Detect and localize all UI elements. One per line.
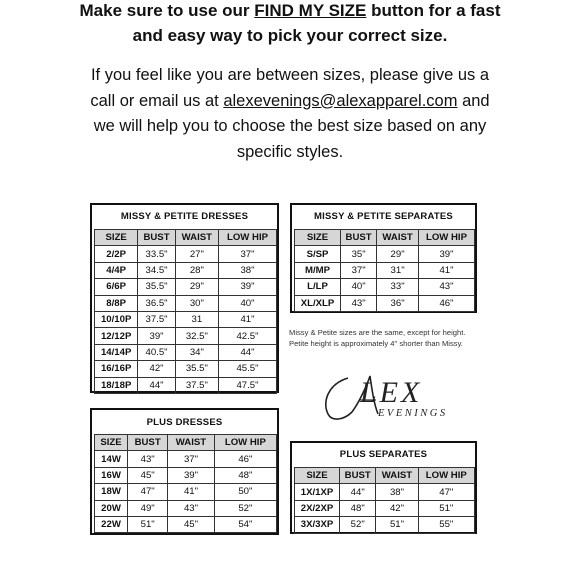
para-line-2 <box>0 89 580 115</box>
size-cell: 3X/3XP <box>295 517 340 533</box>
table-title: MISSY & PETITE DRESSES <box>120 211 249 222</box>
measurement-cell: 52" <box>340 517 376 533</box>
measurement-cell: 38" <box>376 484 418 500</box>
table-title: PLUS SEPARATES <box>339 449 428 460</box>
measurement-cell: 51" <box>376 517 418 533</box>
column-header: SIZE <box>295 230 341 246</box>
measurement-cell: 49" <box>128 500 168 516</box>
measurement-cell: 39" <box>219 279 277 295</box>
logo-word: LEX <box>360 376 423 409</box>
email-link[interactable]: alexevenings@alexapparel.com <box>223 91 458 110</box>
column-header: SIZE <box>295 468 340 484</box>
table-row <box>295 279 475 295</box>
measurement-cell: 51" <box>418 500 474 516</box>
measurement-cell: 41" <box>168 484 214 500</box>
intro-line1-post: button for a fast <box>366 1 501 20</box>
measurement-cell: 33.5" <box>138 246 175 262</box>
column-header: LOW HIP <box>418 230 474 246</box>
size-cell: 14W <box>95 451 128 467</box>
header-row <box>95 435 277 451</box>
measurement-cell: 34" <box>175 344 218 360</box>
measurement-cell: 52" <box>214 500 276 516</box>
measurement-cell: 48" <box>214 467 276 483</box>
table-row <box>95 516 277 532</box>
measurement-cell: 31" <box>377 262 419 278</box>
measurement-cell: 46" <box>418 295 474 311</box>
para-line-1: If you feel like you are between sizes, please give us a <box>90 66 490 84</box>
measurement-cell: 35" <box>341 246 377 262</box>
header-row <box>295 230 475 246</box>
column-header: SIZE <box>95 230 138 246</box>
petite-note <box>289 327 465 349</box>
size-cell: 10/10P <box>95 311 138 327</box>
size-grid <box>294 467 475 534</box>
note-line-1: Missy & Petite sizes are the same, except for height. <box>289 328 466 337</box>
size-cell: 12/12P <box>95 328 138 344</box>
size-cell: 14/14P <box>95 344 138 360</box>
measurement-cell: 39" <box>418 246 474 262</box>
measurement-cell: 45" <box>128 467 168 483</box>
column-header: BUST <box>340 468 376 484</box>
measurement-cell: 54" <box>214 516 276 532</box>
measurement-cell: 33" <box>377 279 419 295</box>
missy-petite-separates-table <box>290 203 477 313</box>
para-line-4: specific styles. <box>236 142 344 161</box>
size-grid <box>94 229 277 394</box>
table-row <box>95 328 277 344</box>
size-cell: S/SP <box>295 246 341 262</box>
measurement-cell: 43" <box>168 500 214 516</box>
table-row <box>295 295 475 311</box>
column-header: SIZE <box>95 435 128 451</box>
measurement-cell: 50" <box>214 484 276 500</box>
measurement-cell: 39" <box>168 467 214 483</box>
para-line2-pre: call or email us at <box>90 91 224 110</box>
table-row <box>295 517 475 533</box>
column-header: WAIST <box>376 468 418 484</box>
size-cell: 2X/2XP <box>295 500 340 516</box>
measurement-cell: 48" <box>340 500 376 516</box>
measurement-cell: 55" <box>418 517 474 533</box>
measurement-cell: 41" <box>418 262 474 278</box>
measurement-cell: 44" <box>138 377 175 393</box>
size-cell: XL/XLP <box>295 295 341 311</box>
size-cell: 20W <box>95 500 128 516</box>
size-cell: 4/4P <box>95 262 138 278</box>
measurement-cell: 43" <box>418 279 474 295</box>
plus-dresses-table <box>90 408 279 535</box>
measurement-cell: 29" <box>377 246 419 262</box>
measurement-cell: 47" <box>418 484 474 500</box>
measurement-cell: 35.5" <box>138 279 175 295</box>
table-row <box>95 467 277 483</box>
measurement-cell: 44" <box>340 484 376 500</box>
measurement-cell: 31 <box>175 311 218 327</box>
size-cell: 8/8P <box>95 295 138 311</box>
header-row <box>95 230 277 246</box>
measurement-cell: 30" <box>175 295 218 311</box>
header-row <box>295 468 475 484</box>
table-row <box>95 361 277 377</box>
table-row <box>95 311 277 327</box>
table-row <box>295 484 475 500</box>
measurement-cell: 40" <box>341 279 377 295</box>
measurement-cell: 28" <box>175 262 218 278</box>
table-row <box>95 377 277 393</box>
size-cell: 6/6P <box>95 279 138 295</box>
column-header: BUST <box>138 230 175 246</box>
measurement-cell: 45" <box>168 516 214 532</box>
measurement-cell: 47" <box>128 484 168 500</box>
measurement-cell: 47.5" <box>219 377 277 393</box>
table-row <box>295 500 475 516</box>
measurement-cell: 42" <box>138 361 175 377</box>
table-row <box>95 246 277 262</box>
measurement-cell: 40.5" <box>138 344 175 360</box>
measurement-cell: 45.5" <box>219 361 277 377</box>
size-cell: 18W <box>95 484 128 500</box>
table-row <box>95 484 277 500</box>
measurement-cell: 36.5" <box>138 295 175 311</box>
measurement-cell: 42" <box>376 500 418 516</box>
measurement-cell: 32.5" <box>175 328 218 344</box>
size-cell: 2/2P <box>95 246 138 262</box>
column-header: BUST <box>128 435 168 451</box>
column-header: LOW HIP <box>418 468 474 484</box>
measurement-cell: 37" <box>168 451 214 467</box>
intro-line1-pre: Make sure to use our <box>79 1 255 20</box>
measurement-cell: 38" <box>219 262 277 278</box>
table-row <box>95 344 277 360</box>
column-header: LOW HIP <box>214 435 276 451</box>
table-row <box>95 295 277 311</box>
table-row <box>295 246 475 262</box>
measurement-cell: 42.5" <box>219 328 277 344</box>
measurement-cell: 43" <box>128 451 168 467</box>
table-row <box>95 279 277 295</box>
size-cell: 16W <box>95 467 128 483</box>
measurement-cell: 39" <box>138 328 175 344</box>
column-header: WAIST <box>377 230 419 246</box>
measurement-cell: 36" <box>377 295 419 311</box>
plus-separates-table <box>290 441 477 534</box>
missy-petite-dresses-table <box>90 203 279 393</box>
measurement-cell: 29" <box>175 279 218 295</box>
size-cell: 18/18P <box>95 377 138 393</box>
table-row <box>95 262 277 278</box>
measurement-cell: 51" <box>128 516 168 532</box>
measurement-cell: 27" <box>175 246 218 262</box>
table-title: PLUS DRESSES <box>146 417 223 428</box>
measurement-cell: 41" <box>219 311 277 327</box>
column-header: BUST <box>341 230 377 246</box>
alex-evenings-logo <box>318 370 478 426</box>
column-header: LOW HIP <box>219 230 277 246</box>
size-cell: M/MP <box>295 262 341 278</box>
measurement-cell: 46" <box>214 451 276 467</box>
size-cell: 1X/1XP <box>295 484 340 500</box>
para-line-3: we will help you to choose the best size based on any <box>93 117 487 135</box>
column-header: WAIST <box>175 230 218 246</box>
table-row <box>95 451 277 467</box>
size-grid <box>94 434 277 533</box>
intro-line-1 <box>0 0 580 24</box>
intro-line-2: and easy way to pick your correct size. <box>132 26 448 45</box>
measurement-cell: 34.5" <box>138 262 175 278</box>
find-my-size-link[interactable]: FIND MY SIZE <box>254 1 367 20</box>
measurement-cell: 43" <box>341 295 377 311</box>
measurement-cell: 44" <box>219 344 277 360</box>
measurement-cell: 37.5" <box>138 311 175 327</box>
note-line-2: Petite height is approximately 4" shorter than Missy. <box>289 339 463 348</box>
measurement-cell: 37" <box>341 262 377 278</box>
size-cell: 16/16P <box>95 361 138 377</box>
size-cell: 22W <box>95 516 128 532</box>
column-header: WAIST <box>168 435 214 451</box>
table-row <box>95 500 277 516</box>
size-cell: L/LP <box>295 279 341 295</box>
table-title: MISSY & PETITE SEPARATES <box>314 211 453 222</box>
measurement-cell: 40" <box>219 295 277 311</box>
measurement-cell: 37" <box>219 246 277 262</box>
table-row <box>295 262 475 278</box>
para-line2-post: and <box>457 91 490 110</box>
logo-subtitle: EVENINGS <box>378 408 448 419</box>
measurement-cell: 37.5" <box>175 377 218 393</box>
measurement-cell: 35.5" <box>175 361 218 377</box>
size-grid <box>294 229 475 312</box>
